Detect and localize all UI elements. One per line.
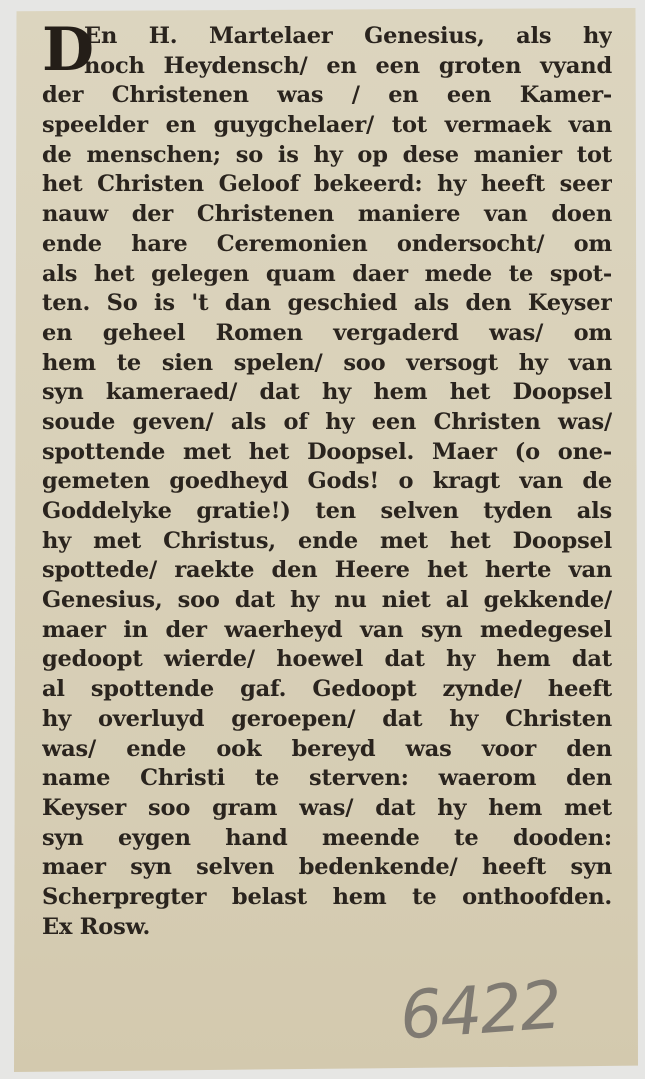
text-line-12: hem te sien spelen/ soo versogt hy van [42, 349, 612, 376]
text-line-20: Genesius, soo dat hy nu niet al gekkende/ [42, 587, 612, 614]
text-line-23: al spottende gaf. Gedoopt zynde/ heeft [42, 676, 612, 703]
text-line-13: syn kameraed/ dat hy hem het Doopsel [42, 379, 612, 406]
text-line-18: hy met Christus, ende met het Doopsel [42, 527, 612, 554]
text-line-15: spottende met het Doopsel. Maer (o one- [42, 438, 612, 465]
text-line-26: name Christi te sterven: waerom den [42, 765, 612, 792]
text-line-11: en geheel Romen vergaderd was/ om [42, 319, 612, 346]
text-line-17: Goddelyke gratie!) ten selven tyden als [42, 498, 612, 524]
text-line-19: spottede/ raekte den Heere het herte van [42, 557, 612, 584]
text-line-10: ten. So is 't dan geschied als den Keyser [42, 290, 612, 317]
text-line-29: maer syn selven bedenkende/ heeft syn [42, 854, 612, 881]
text-line-6: het Christen Geloof bekeerd: hy heeft seer [42, 171, 612, 198]
text-line-30: Scherpregter belast hem te onthoofden. [42, 883, 612, 910]
text-line-14: soude geven/ als of hy een Christen was/ [42, 408, 612, 435]
text-line-16: gemeten goedheyd Gods! o kragt van de [42, 468, 612, 495]
source-citation: Ex Rosw. [42, 913, 151, 940]
text-line-2: noch Heydensch/ en een groten vyand [84, 52, 612, 79]
text-line-9: als het gelegen quam daer mede te spot- [42, 260, 612, 287]
document-text [42, 15, 612, 942]
text-line-28: syn eygen hand meende te dooden: [42, 824, 612, 851]
text-line-22: gedoopt wierde/ hoewel dat hy hem dat [42, 646, 612, 673]
handwritten-catalog-number: 6422 [397, 966, 563, 1055]
text-line-3: der Christenen was / en een Kamer- [42, 82, 612, 109]
text-line-4: speelder en guygchelaer/ tot vermaek van [42, 112, 612, 139]
drop-cap-letter: D [42, 15, 94, 85]
text-line-27: Keyser soo gram was/ dat hy hem met [42, 794, 612, 821]
text-line-1: En H. Martelaer Genesius, als hy [84, 23, 612, 49]
text-line-21: maer in der waerheyd van syn medegesel [42, 616, 612, 643]
text-line-5: de menschen; so is hy op dese manier tot [42, 141, 612, 168]
text-line-24: hy overluyd geroepen/ dat hy Christen [42, 705, 612, 732]
text-line-8: ende hare Ceremonien ondersocht/ om [42, 230, 612, 257]
text-line-25: was/ ende ook bereyd was voor den [42, 735, 612, 762]
text-line-7: nauw der Christenen maniere van doen [42, 201, 612, 228]
